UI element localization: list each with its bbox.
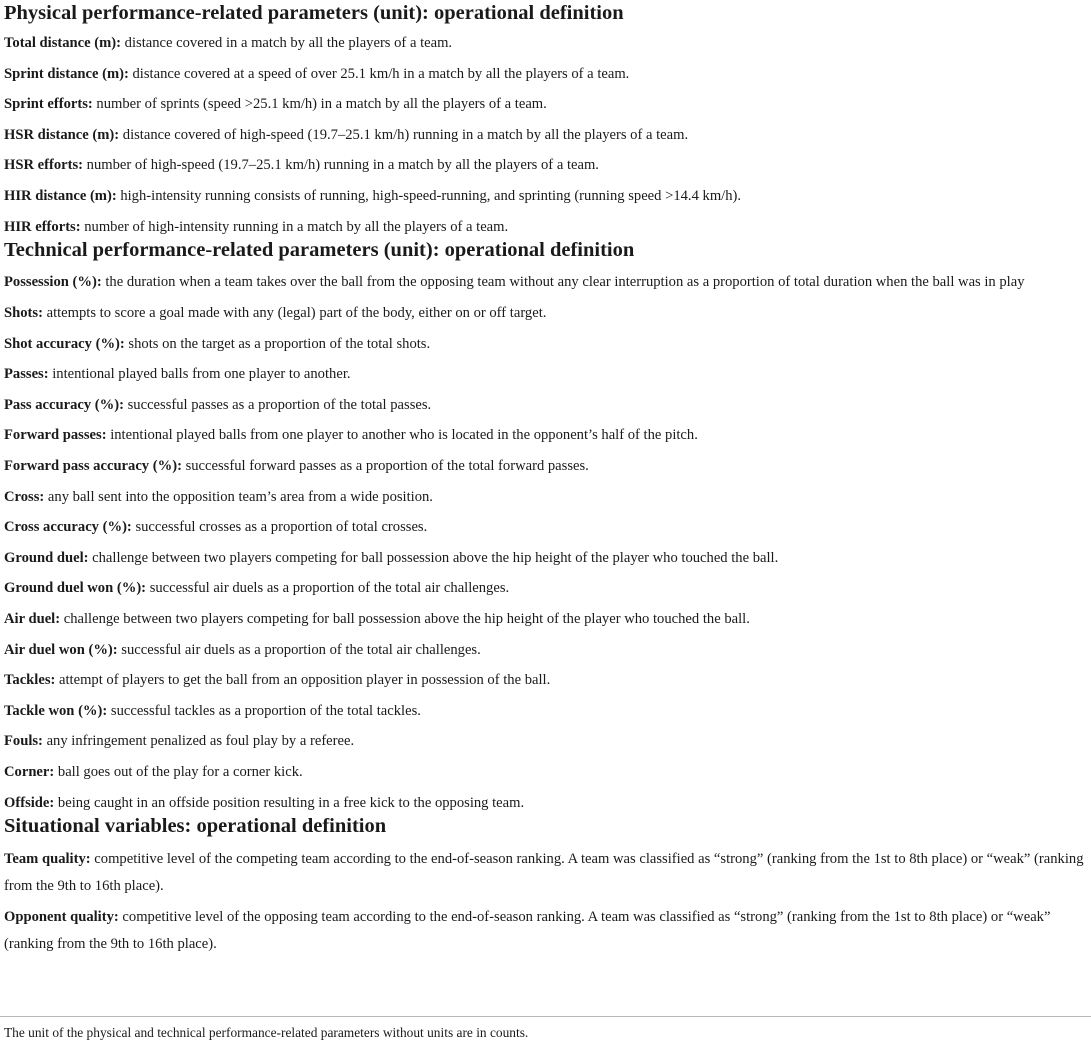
row-definition: competitive level of the competing team according to the end-of-season ranking. A team was classified as “strong” (ranking from the 1st to 8th place) or “weak” (ranking from the 9th to 16th place). bbox=[4, 850, 1084, 895]
row-definition: attempts to score a goal made with any (legal) part of the body, either on or off target. bbox=[42, 305, 547, 322]
row-term: Shot accuracy (%): bbox=[4, 335, 125, 352]
table-row bbox=[4, 514, 1087, 545]
definitions-table bbox=[4, 0, 1087, 959]
table-row bbox=[4, 152, 1087, 183]
table-row bbox=[4, 300, 1087, 331]
table-row bbox=[4, 453, 1087, 484]
row-definition: distance covered at a speed of over 25.1 km/h in a match by all the players of a team. bbox=[128, 65, 630, 82]
table-row bbox=[4, 545, 1087, 576]
table-row bbox=[4, 790, 1087, 814]
row-definition: number of high-speed (19.7–25.1 km/h) running in a match by all the players of a team. bbox=[83, 157, 599, 174]
section-header-physical: Physical performance-related parameters (unit): operational definition bbox=[4, 2, 624, 24]
row-definition: challenge between two players competing for ball possession above the hip height of the player who touched the ball. bbox=[88, 549, 779, 566]
table-row bbox=[4, 122, 1087, 153]
row-definition: the duration when a team takes over the ball from the opposing team without any clear interruption as a proportion of total duration when the ball was in play bbox=[101, 273, 1025, 290]
row-definition: being caught in an offside position resulting in a free kick to the opposing team. bbox=[54, 794, 525, 811]
table-row bbox=[4, 361, 1087, 392]
table-row bbox=[4, 575, 1087, 606]
row-definition: distance covered of high-speed (19.7–25.1 km/h) running in a match by all the players of a team. bbox=[119, 126, 689, 143]
row-definition: shots on the target as a proportion of the total shots. bbox=[124, 335, 431, 352]
table-row bbox=[4, 269, 1087, 297]
section-physical bbox=[4, 1, 1087, 238]
row-term: Total distance (m): bbox=[4, 35, 122, 51]
row-term: Air duel won (%): bbox=[4, 641, 118, 658]
row-definition: successful passes as a proportion of the total passes. bbox=[123, 396, 432, 413]
row-term: Sprint efforts: bbox=[4, 96, 93, 113]
row-term: Cross: bbox=[4, 488, 45, 505]
row-definition: successful tackles as a proportion of the total tackles. bbox=[107, 702, 421, 719]
row-term: Cross accuracy (%): bbox=[4, 519, 132, 536]
row-term: Offside: bbox=[4, 794, 55, 811]
row-term: Tackles: bbox=[4, 672, 56, 689]
row-term: Opponent quality: bbox=[4, 908, 119, 925]
table-row bbox=[4, 392, 1087, 423]
row-term: Forward pass accuracy (%): bbox=[4, 458, 182, 475]
table-row bbox=[4, 214, 1087, 238]
row-definition: competitive level of the opposing team according to the end-of-season ranking. A team was classified as “strong” (ranking from the 1st to 8th place) or “weak” (ranking from the 9th to 16th place). bbox=[4, 908, 1051, 953]
row-term: HIR distance (m): bbox=[4, 187, 117, 204]
row-term: Pass accuracy (%): bbox=[4, 396, 124, 413]
table-row bbox=[4, 667, 1087, 698]
row-term: Fouls: bbox=[4, 733, 43, 750]
section-header-situational: Situational variables: operational definition bbox=[4, 814, 387, 837]
row-term: Sprint distance (m): bbox=[4, 65, 129, 82]
row-definition: number of sprints (speed >25.1 km/h) in a match by all the players of a team. bbox=[92, 96, 547, 113]
section-header-technical: Technical performance-related parameters (unit): operational definition bbox=[4, 238, 635, 261]
row-definition: distance covered in a match by all the players of a team. bbox=[121, 35, 453, 51]
row-definition: ball goes out of the play for a corner kick. bbox=[54, 763, 303, 780]
row-term: Passes: bbox=[4, 366, 49, 383]
row-definition: intentional played balls from one player to another. bbox=[48, 366, 351, 383]
table-row bbox=[4, 422, 1087, 453]
table-row bbox=[4, 728, 1087, 759]
table-row bbox=[4, 698, 1087, 729]
row-definition: challenge between two players competing for ball possession above the hip height of the player who touched the ball. bbox=[60, 611, 750, 627]
table-footnote: The unit of the physical and technical performance-related parameters without units are in counts. bbox=[4, 1025, 529, 1040]
table-row bbox=[4, 606, 1087, 637]
row-term: Corner: bbox=[4, 763, 55, 780]
row-term: Forward passes: bbox=[4, 427, 107, 444]
row-term: Shots: bbox=[4, 305, 43, 322]
row-term: HSR distance (m): bbox=[4, 126, 120, 143]
row-term: Air duel: bbox=[4, 611, 61, 627]
table-row bbox=[4, 637, 1087, 668]
table-row bbox=[4, 759, 1087, 790]
row-definition: any ball sent into the opposition team’s area from a wide position. bbox=[44, 488, 433, 505]
row-term: Team quality: bbox=[4, 850, 91, 867]
row-definition: number of high-intensity running in a match by all the players of a team. bbox=[80, 218, 509, 235]
row-term: Ground duel: bbox=[4, 549, 89, 566]
footnote-divider bbox=[0, 1016, 1091, 1017]
table-row bbox=[4, 61, 1087, 92]
table-row bbox=[4, 484, 1087, 515]
row-term: Possession (%): bbox=[4, 273, 102, 290]
table-row bbox=[4, 30, 1087, 61]
table-row bbox=[4, 904, 1087, 959]
row-definition: successful air duels as a proportion of the total air challenges. bbox=[146, 580, 510, 597]
row-term: Tackle won (%): bbox=[4, 702, 108, 719]
row-definition: intentional played balls from one player to another who is located in the opponent’s half of the pitch. bbox=[106, 427, 698, 444]
row-term: Ground duel won (%): bbox=[4, 580, 147, 597]
section-technical bbox=[4, 238, 1087, 814]
row-definition: high-intensity running consists of running, high-speed-running, and sprinting (running speed >14.4 km/h). bbox=[116, 187, 742, 204]
row-definition: successful crosses as a proportion of total crosses. bbox=[131, 519, 428, 536]
row-definition: any infringement penalized as foul play by a referee. bbox=[42, 733, 355, 750]
table-row bbox=[4, 331, 1087, 362]
row-definition: successful air duels as a proportion of the total air challenges. bbox=[117, 641, 481, 658]
table-row bbox=[4, 91, 1087, 122]
table-row bbox=[4, 846, 1087, 901]
row-term: HSR efforts: bbox=[4, 157, 84, 174]
row-definition: attempt of players to get the ball from an opposition player in possession of the ball. bbox=[55, 672, 551, 689]
row-term: HIR efforts: bbox=[4, 218, 81, 235]
row-definition: successful forward passes as a proportion of the total forward passes. bbox=[181, 458, 589, 475]
section-situational bbox=[4, 814, 1087, 959]
table-row bbox=[4, 183, 1087, 214]
